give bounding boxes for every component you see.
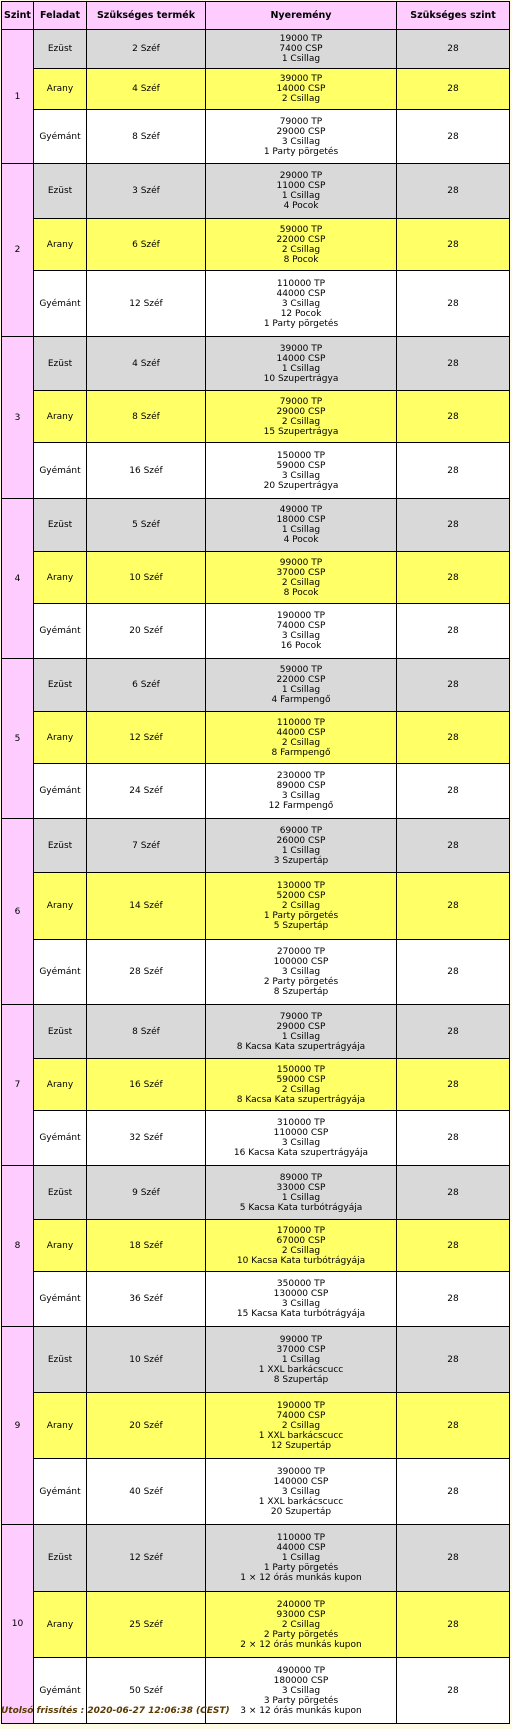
level-cell: 3	[2, 337, 34, 499]
reward-line: 7400 CSP	[279, 44, 323, 54]
reward-line: 1 Csillag	[281, 1192, 321, 1203]
reward-cell	[206, 337, 397, 391]
reward-line: 1 Csillag	[281, 845, 321, 856]
rewards-table	[1, 1, 510, 1724]
reward-line: 74000 CSP	[276, 621, 326, 631]
header-termek: Szükséges termék	[87, 2, 206, 30]
reward-line: 2 Party pörgetés	[263, 977, 339, 987]
reward-line: 20 Szupertáp	[270, 1506, 332, 1517]
task-cell: Gyémánt	[34, 271, 87, 337]
task-cell: Ezüst	[34, 337, 87, 391]
reward-line: 59000 TP	[279, 665, 323, 675]
reward-cell	[206, 1111, 397, 1166]
table-row	[2, 1525, 510, 1592]
reward-line: 2 Csillag	[281, 244, 321, 255]
reward-line: 89000 TP	[279, 1172, 323, 1183]
reward-line: 37000 CSP	[276, 567, 326, 578]
reward-line: 12 Farmpengő	[268, 801, 334, 811]
required-level-cell: 28	[397, 604, 510, 659]
task-cell: Gyémánt	[34, 443, 87, 499]
task-cell: Ezüst	[34, 30, 87, 69]
reward-cell	[206, 1272, 397, 1327]
reward-line: 44000 CSP	[276, 288, 326, 299]
reward-cell	[206, 164, 397, 219]
reward-line: 14000 CSP	[276, 84, 326, 94]
required-product-cell: 5 Széf	[87, 499, 206, 552]
reward-line: 270000 TP	[276, 947, 326, 957]
reward-line: 22000 CSP	[276, 234, 326, 245]
required-product-cell: 16 Széf	[87, 1059, 206, 1111]
required-level-cell: 28	[397, 1592, 510, 1658]
reward-line: 29000 CSP	[276, 126, 326, 137]
reward-line: 3 Szupertáp	[273, 855, 329, 866]
table-row	[2, 764, 510, 819]
required-level-cell: 28	[397, 940, 510, 1005]
table-row	[2, 1220, 510, 1272]
task-cell: Arany	[34, 1059, 87, 1111]
header-szint: Szint	[2, 2, 34, 30]
reward-line: 1 Party pörgetés	[263, 911, 339, 921]
required-product-cell: 10 Széf	[87, 552, 206, 604]
level-cell: 9	[2, 1327, 34, 1525]
required-level-cell: 28	[397, 219, 510, 271]
reward-line: 130000 TP	[276, 881, 326, 891]
table-row	[2, 1166, 510, 1220]
reward-line: 20 Szupertrágya	[263, 480, 339, 491]
reward-line: 29000 CSP	[276, 406, 326, 417]
reward-line: 74000 CSP	[276, 1410, 326, 1421]
task-cell: Ezüst	[34, 1327, 87, 1393]
reward-line: 230000 TP	[276, 771, 326, 781]
reward-cell	[206, 1166, 397, 1220]
reward-line: 8 Pocok	[283, 254, 319, 265]
reward-line: 1 XXL barkácscucc	[258, 1364, 344, 1375]
task-cell: Arany	[34, 69, 87, 110]
required-product-cell: 4 Széf	[87, 337, 206, 391]
reward-line: 4 Pocok	[283, 535, 319, 545]
reward-cell	[206, 1059, 397, 1111]
required-product-cell: 12 Széf	[87, 271, 206, 337]
header-feladat: Feladat	[34, 2, 87, 30]
required-product-cell: 20 Széf	[87, 604, 206, 659]
reward-cell	[206, 764, 397, 819]
table-row	[2, 391, 510, 443]
reward-cell	[206, 1327, 397, 1393]
reward-cell	[206, 1393, 397, 1459]
required-level-cell: 28	[397, 164, 510, 219]
reward-line: 100000 CSP	[273, 957, 329, 967]
reward-line: 39000 TP	[279, 343, 323, 354]
reward-line: 2 Csillag	[281, 416, 321, 427]
required-level-cell: 28	[397, 659, 510, 712]
table-body	[2, 30, 510, 1724]
reward-line: 39000 TP	[279, 74, 323, 84]
required-product-cell: 24 Széf	[87, 764, 206, 819]
reward-line: 5 Kacsa Kata turbótrágyája	[239, 1202, 363, 1213]
reward-line: 12 Pocok	[280, 308, 322, 319]
required-level-cell: 28	[397, 69, 510, 110]
required-product-cell: 50 Széf	[87, 1658, 206, 1724]
reward-line: 11000 CSP	[276, 181, 326, 191]
required-level-cell: 28	[397, 1393, 510, 1459]
required-level-cell: 28	[397, 1111, 510, 1166]
task-cell: Gyémánt	[34, 1459, 87, 1525]
required-level-cell: 28	[397, 30, 510, 69]
reward-line: 1 × 12 órás munkás kupon	[240, 1573, 362, 1583]
required-product-cell: 18 Széf	[87, 1220, 206, 1272]
reward-line: 14000 CSP	[276, 353, 326, 364]
required-product-cell: 16 Széf	[87, 443, 206, 499]
level-cell: 10	[2, 1525, 34, 1724]
table-row	[2, 1327, 510, 1393]
required-product-cell: 6 Széf	[87, 219, 206, 271]
required-product-cell: 20 Széf	[87, 1393, 206, 1459]
reward-cell	[206, 1658, 397, 1724]
required-level-cell: 28	[397, 1525, 510, 1592]
task-cell: Ezüst	[34, 1166, 87, 1220]
table-row	[2, 552, 510, 604]
reward-line: 110000 CSP	[273, 1128, 329, 1138]
reward-cell	[206, 30, 397, 69]
reward-line: 3 Csillag	[281, 1486, 321, 1497]
task-cell: Arany	[34, 552, 87, 604]
required-level-cell: 28	[397, 1658, 510, 1724]
reward-line: 1 Party pörgetés	[263, 146, 339, 157]
required-level-cell: 28	[397, 1327, 510, 1393]
reward-line: 59000 CSP	[276, 460, 326, 471]
required-level-cell: 28	[397, 1166, 510, 1220]
reward-cell	[206, 940, 397, 1005]
task-cell: Ezüst	[34, 659, 87, 712]
required-level-cell: 28	[397, 1272, 510, 1327]
task-cell: Gyémánt	[34, 1658, 87, 1724]
required-level-cell: 28	[397, 1005, 510, 1059]
required-product-cell: 2 Széf	[87, 30, 206, 69]
table-row	[2, 659, 510, 712]
required-level-cell: 28	[397, 271, 510, 337]
required-product-cell: 10 Széf	[87, 1327, 206, 1393]
required-product-cell: 32 Széf	[87, 1111, 206, 1166]
reward-line: 2 Csillag	[281, 1084, 321, 1095]
reward-line: 1 XXL barkácscucc	[258, 1430, 344, 1441]
reward-cell	[206, 391, 397, 443]
reward-cell	[206, 110, 397, 164]
reward-line: 3 Csillag	[281, 470, 321, 481]
reward-line: 3 Csillag	[281, 136, 321, 147]
reward-line: 2 × 12 órás munkás kupon	[240, 1639, 362, 1650]
required-level-cell: 28	[397, 819, 510, 873]
task-cell: Gyémánt	[34, 604, 87, 659]
task-cell: Gyémánt	[34, 110, 87, 164]
reward-line: 59000 CSP	[276, 1074, 326, 1085]
reward-line: 26000 CSP	[276, 835, 326, 846]
reward-line: 2 Csillag	[281, 1245, 321, 1256]
reward-line: 67000 CSP	[276, 1235, 326, 1246]
reward-line: 3 × 12 órás munkás kupon	[240, 1705, 362, 1716]
reward-cell	[206, 1005, 397, 1059]
task-cell: Ezüst	[34, 1525, 87, 1592]
reward-line: 69000 TP	[279, 825, 323, 836]
reward-line: 2 Csillag	[281, 577, 321, 588]
reward-line: 8 Farmpengő	[271, 747, 331, 758]
task-cell: Gyémánt	[34, 1111, 87, 1166]
reward-line: 2 Csillag	[281, 1619, 321, 1630]
table-row	[2, 1592, 510, 1658]
reward-line: 12 Szupertáp	[270, 1440, 332, 1451]
table-row	[2, 69, 510, 110]
reward-line: 3 Csillag	[281, 298, 321, 309]
reward-cell	[206, 69, 397, 110]
reward-line: 110000 TP	[276, 717, 326, 728]
reward-line: 490000 TP	[276, 1665, 326, 1676]
reward-line: 150000 TP	[276, 450, 326, 461]
header-row	[2, 2, 510, 30]
required-product-cell: 40 Széf	[87, 1459, 206, 1525]
required-product-cell: 12 Széf	[87, 712, 206, 764]
table-row	[2, 1059, 510, 1111]
reward-cell	[206, 219, 397, 271]
reward-cell	[206, 712, 397, 764]
required-product-cell: 3 Széf	[87, 164, 206, 219]
reward-cell	[206, 873, 397, 940]
required-level-cell: 28	[397, 1220, 510, 1272]
reward-line: 2 Csillag	[281, 737, 321, 748]
task-cell: Gyémánt	[34, 940, 87, 1005]
reward-line: 1 Csillag	[281, 525, 321, 535]
reward-line: 110000 TP	[276, 278, 326, 289]
reward-line: 49000 TP	[279, 505, 323, 515]
table-row	[2, 1272, 510, 1327]
reward-line: 5 Szupertáp	[273, 921, 329, 931]
reward-cell	[206, 1592, 397, 1658]
task-cell: Arany	[34, 1393, 87, 1459]
table-row	[2, 271, 510, 337]
required-product-cell: 36 Széf	[87, 1272, 206, 1327]
reward-line: 1 Csillag	[281, 1553, 321, 1563]
reward-line: 3 Csillag	[281, 1685, 321, 1696]
reward-cell	[206, 443, 397, 499]
reward-line: 3 Party pörgetés	[263, 1695, 339, 1706]
reward-line: 10 Szupertrágya	[263, 373, 339, 384]
table-row	[2, 110, 510, 164]
required-product-cell: 25 Széf	[87, 1592, 206, 1658]
reward-line: 16 Pocok	[280, 641, 322, 651]
reward-line: 3 Csillag	[281, 967, 321, 977]
reward-line: 15 Kacsa Kata turbótrágyája	[236, 1309, 366, 1319]
reward-line: 240000 TP	[276, 1599, 326, 1610]
reward-line: 1 Csillag	[281, 685, 321, 695]
reward-line: 10 Kacsa Kata turbótrágyája	[236, 1255, 366, 1266]
level-cell: 5	[2, 659, 34, 819]
reward-line: 44000 CSP	[276, 727, 326, 738]
table-row	[2, 164, 510, 219]
reward-cell	[206, 604, 397, 659]
task-cell: Arany	[34, 712, 87, 764]
required-level-cell: 28	[397, 1059, 510, 1111]
required-level-cell: 28	[397, 1459, 510, 1525]
reward-line: 1 Csillag	[281, 363, 321, 374]
reward-line: 29000 CSP	[276, 1021, 326, 1032]
reward-line: 15 Szupertrágya	[263, 426, 339, 437]
task-cell: Ezüst	[34, 819, 87, 873]
reward-line: 79000 TP	[279, 116, 323, 127]
reward-line: 1 Csillag	[281, 191, 321, 201]
task-cell: Arany	[34, 1220, 87, 1272]
reward-line: 89000 CSP	[276, 781, 326, 791]
table-row	[2, 1005, 510, 1059]
table-row	[2, 1393, 510, 1459]
reward-line: 130000 CSP	[273, 1289, 329, 1299]
reward-line: 2 Party pörgetés	[263, 1629, 339, 1640]
table-row	[2, 1111, 510, 1166]
reward-line: 3 Csillag	[281, 1299, 321, 1309]
last-updated: Utolsó frissítés : 2020-06-27 12:06:38 (CEST)	[1, 1706, 230, 1716]
level-cell: 8	[2, 1166, 34, 1327]
reward-line: 59000 TP	[279, 224, 323, 235]
reward-line: 1 Party pörgetés	[263, 318, 339, 329]
reward-line: 4 Farmpengő	[271, 695, 331, 705]
reward-line: 170000 TP	[276, 1225, 326, 1236]
reward-line: 140000 CSP	[273, 1476, 329, 1487]
required-level-cell: 28	[397, 552, 510, 604]
required-level-cell: 28	[397, 337, 510, 391]
reward-line: 16 Kacsa Kata szupertrágyája	[233, 1148, 369, 1158]
required-product-cell: 4 Széf	[87, 69, 206, 110]
reward-line: 8 Kacsa Kata szupertrágyája	[236, 1094, 366, 1105]
table-row	[2, 819, 510, 873]
required-product-cell: 8 Széf	[87, 391, 206, 443]
required-level-cell: 28	[397, 499, 510, 552]
required-level-cell: 28	[397, 712, 510, 764]
reward-line: 8 Pocok	[283, 587, 319, 598]
task-cell: Arany	[34, 219, 87, 271]
reward-cell	[206, 1459, 397, 1525]
reward-line: 2 Csillag	[281, 901, 321, 911]
reward-line: 190000 TP	[276, 611, 326, 621]
reward-line: 1 Csillag	[281, 1354, 321, 1365]
required-level-cell: 28	[397, 764, 510, 819]
reward-cell	[206, 499, 397, 552]
reward-line: 8 Szupertáp	[273, 1374, 329, 1385]
reward-line: 79000 TP	[279, 1011, 323, 1022]
table-row	[2, 337, 510, 391]
reward-line: 8 Szupertáp	[273, 987, 329, 997]
required-level-cell: 28	[397, 391, 510, 443]
table-row	[2, 1459, 510, 1525]
reward-line: 79000 TP	[279, 396, 323, 407]
reward-line: 1 XXL barkácscucc	[258, 1496, 344, 1507]
table-row	[2, 30, 510, 69]
reward-line: 99000 TP	[279, 1334, 323, 1345]
level-cell: 1	[2, 30, 34, 164]
required-product-cell: 12 Széf	[87, 1525, 206, 1592]
level-cell: 7	[2, 1005, 34, 1166]
reward-cell	[206, 659, 397, 712]
reward-line: 150000 TP	[276, 1064, 326, 1075]
reward-line: 3 Csillag	[281, 1138, 321, 1148]
task-cell: Gyémánt	[34, 1272, 87, 1327]
reward-line: 350000 TP	[276, 1279, 326, 1289]
reward-line: 37000 CSP	[276, 1344, 326, 1355]
reward-line: 3 Csillag	[281, 631, 321, 641]
reward-line: 1 Party pörgetés	[263, 1563, 339, 1573]
header-szukseges-szint: Szükséges szint	[397, 2, 510, 30]
level-cell: 6	[2, 819, 34, 1005]
required-level-cell: 28	[397, 110, 510, 164]
reward-line: 99000 TP	[279, 557, 323, 568]
reward-cell	[206, 1525, 397, 1592]
reward-line: 29000 TP	[279, 171, 323, 181]
reward-line: 18000 CSP	[276, 515, 326, 525]
reward-cell	[206, 819, 397, 873]
required-product-cell: 7 Széf	[87, 819, 206, 873]
task-cell: Ezüst	[34, 1005, 87, 1059]
reward-cell	[206, 271, 397, 337]
reward-line: 3 Csillag	[281, 791, 321, 801]
task-cell: Arany	[34, 873, 87, 940]
reward-line: 4 Pocok	[283, 201, 319, 211]
reward-line: 180000 CSP	[273, 1675, 329, 1686]
table-row	[2, 499, 510, 552]
task-cell: Arany	[34, 391, 87, 443]
reward-line: 19000 TP	[279, 34, 323, 44]
reward-line: 33000 CSP	[276, 1182, 326, 1193]
required-level-cell: 28	[397, 873, 510, 940]
task-cell: Ezüst	[34, 499, 87, 552]
table-row	[2, 443, 510, 499]
required-product-cell: 28 Széf	[87, 940, 206, 1005]
table-row	[2, 873, 510, 940]
table-row	[2, 604, 510, 659]
reward-line: 2 Csillag	[281, 1420, 321, 1431]
level-cell: 2	[2, 164, 34, 337]
reward-line: 8 Kacsa Kata szupertrágyája	[236, 1041, 366, 1052]
reward-line: 93000 CSP	[276, 1609, 326, 1620]
table-row	[2, 940, 510, 1005]
level-cell: 4	[2, 499, 34, 659]
reward-line: 2 Csillag	[281, 94, 321, 104]
required-level-cell: 28	[397, 443, 510, 499]
reward-line: 1 Csillag	[281, 54, 321, 64]
reward-line: 310000 TP	[276, 1118, 326, 1128]
task-cell: Gyémánt	[34, 764, 87, 819]
reward-line: 52000 CSP	[276, 891, 326, 901]
required-product-cell: 9 Széf	[87, 1166, 206, 1220]
table-row	[2, 219, 510, 271]
reward-cell	[206, 1220, 397, 1272]
reward-line: 110000 TP	[276, 1533, 326, 1543]
task-cell: Ezüst	[34, 164, 87, 219]
reward-line: 390000 TP	[276, 1466, 326, 1477]
header-nyeremeny: Nyeremény	[206, 2, 397, 30]
reward-line: 44000 CSP	[276, 1543, 326, 1553]
task-cell: Arany	[34, 1592, 87, 1658]
required-product-cell: 6 Széf	[87, 659, 206, 712]
required-product-cell: 8 Széf	[87, 110, 206, 164]
table-row	[2, 712, 510, 764]
reward-line: 22000 CSP	[276, 675, 326, 685]
reward-cell	[206, 552, 397, 604]
required-product-cell: 8 Széf	[87, 1005, 206, 1059]
required-product-cell: 14 Széf	[87, 873, 206, 940]
reward-line: 190000 TP	[276, 1400, 326, 1411]
reward-line: 1 Csillag	[281, 1031, 321, 1042]
